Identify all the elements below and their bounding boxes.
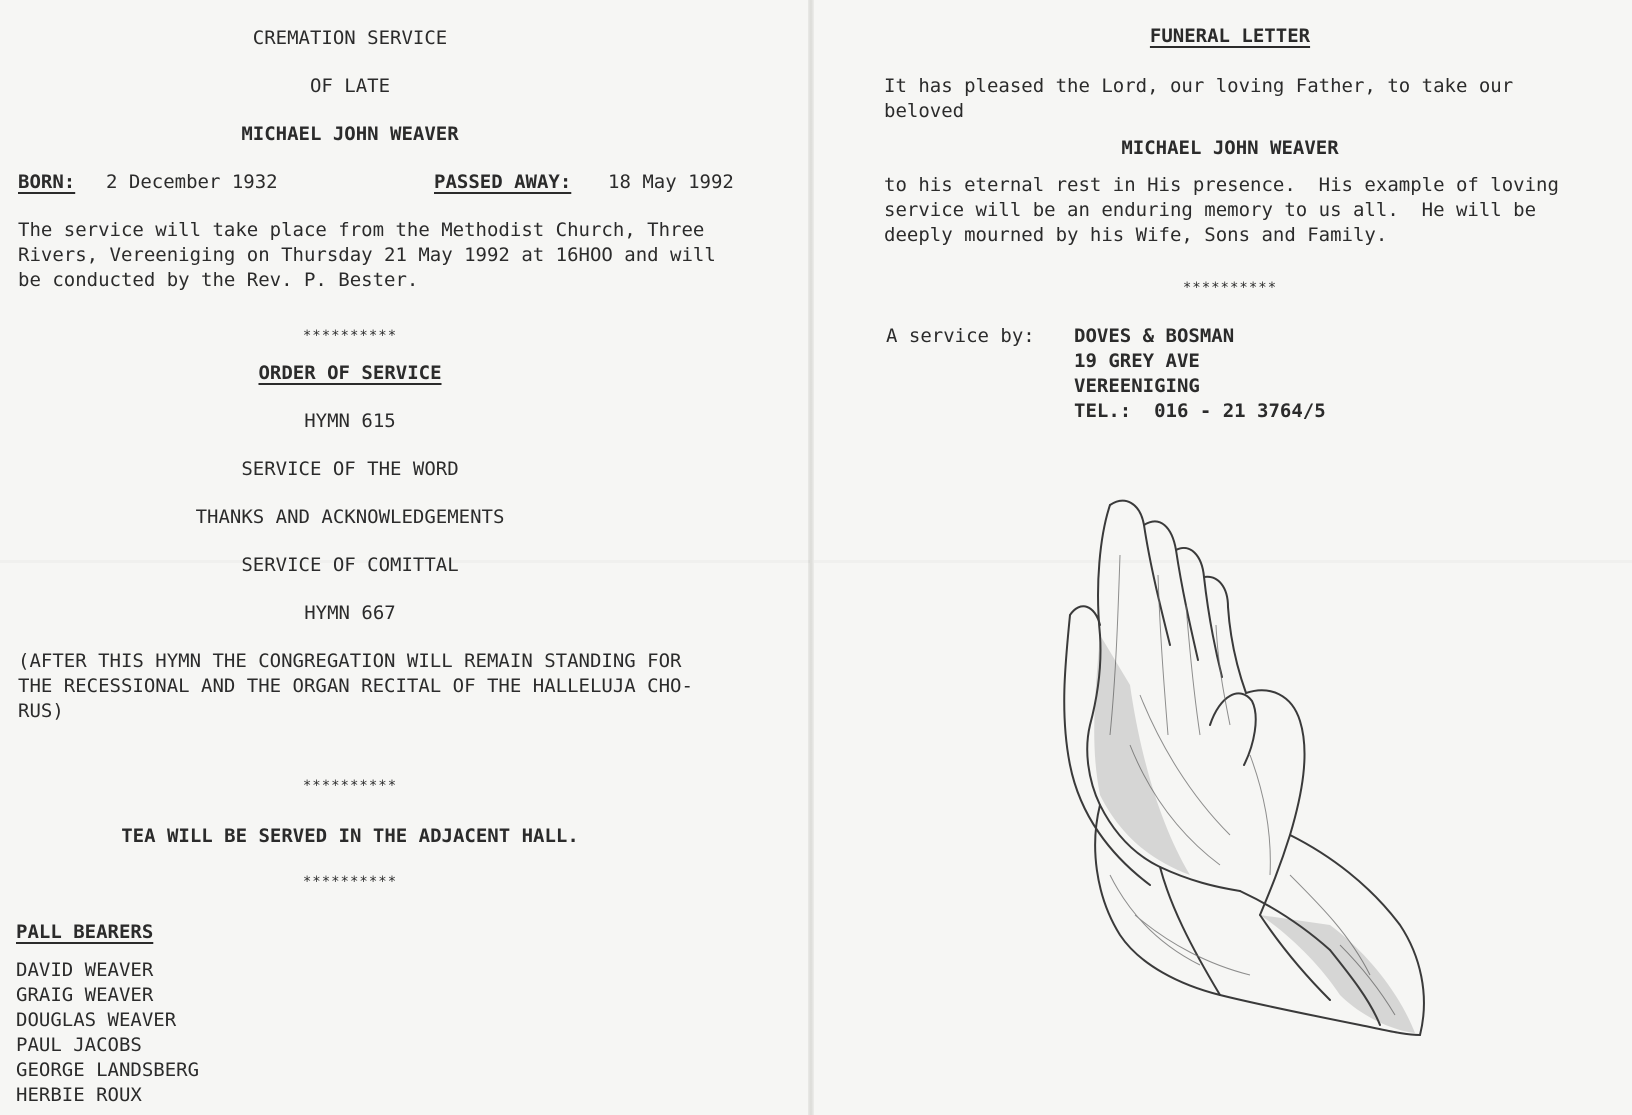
- service-by-label: A service by:: [886, 325, 1035, 347]
- service-text-line-1: The service will take place from the Methodist Church, Three: [18, 219, 705, 241]
- passed-away-label: PASSED AWAY:: [434, 171, 572, 193]
- order-item: SERVICE OF COMITTAL: [241, 554, 459, 576]
- tea-notice: TEA WILL BE SERVED IN THE ADJACENT HALL.: [121, 825, 579, 847]
- letter-body-line-2: service will be an enduring memory to us all. He will be: [884, 199, 1537, 221]
- provider-address: 19 GREY AVE: [1074, 350, 1200, 372]
- passed-away-date: 18 May 1992: [608, 171, 734, 193]
- provider-name: DOVES & BOSMAN: [1074, 325, 1235, 347]
- born-date: 2 December 1932: [106, 171, 278, 193]
- provider-town: VEREENIGING: [1074, 375, 1200, 397]
- pall-bearer: PAUL JACOBS: [16, 1034, 142, 1056]
- letter-body-line-3: deeply mourned by his Wife, Sons and Family.: [884, 224, 1388, 246]
- order-item: SERVICE OF THE WORD: [241, 458, 459, 480]
- letter-body-line-1: to his eternal rest in His presence. His example of loving: [884, 174, 1559, 196]
- order-item: HYMN 615: [304, 410, 396, 432]
- order-of-service-heading: ORDER OF SERVICE: [258, 362, 442, 384]
- of-late-line: OF LATE: [309, 75, 391, 97]
- pall-bearer: DAVID WEAVER: [16, 959, 154, 981]
- star-divider: **********: [302, 874, 398, 890]
- deceased-name: MICHAEL JOHN WEAVER: [241, 123, 459, 145]
- pall-bearer: GEORGE LANDSBERG: [16, 1059, 200, 1081]
- service-text-line-2: Rivers, Vereeniging on Thursday 21 May 1992 at 16HOO and will: [18, 244, 716, 266]
- letter-intro-line-2: beloved: [884, 100, 965, 122]
- pall-bearer: HERBIE ROUX: [16, 1084, 142, 1106]
- letter-deceased-name: MICHAEL JOHN WEAVER: [1121, 137, 1339, 159]
- star-divider: **********: [1182, 280, 1278, 296]
- pall-bearers-heading: PALL BEARERS: [16, 921, 154, 943]
- pall-bearer: GRAIG WEAVER: [16, 984, 154, 1006]
- service-text-line-3: be conducted by the Rev. P. Bester.: [18, 269, 419, 291]
- letter-intro-line-1: It has pleased the Lord, our loving Father, to take our: [884, 75, 1514, 97]
- star-divider: **********: [302, 778, 398, 794]
- hymn-note-line-2: THE RECESSIONAL AND THE ORGAN RECITAL OF THE HALLELUJA CHO-: [18, 675, 693, 697]
- cremation-service-title: CREMATION SERVICE: [252, 27, 448, 49]
- hymn-note-line-1: (AFTER THIS HYMN THE CONGREGATION WILL REMAIN STANDING FOR: [18, 650, 682, 672]
- order-item: THANKS AND ACKNOWLEDGEMENTS: [195, 506, 505, 528]
- pall-bearer: DOUGLAS WEAVER: [16, 1009, 177, 1031]
- page-fold: [808, 0, 814, 1115]
- born-label: BORN:: [18, 171, 76, 193]
- order-item: HYMN 667: [304, 602, 396, 624]
- star-divider: **********: [302, 328, 398, 344]
- funeral-letter-heading: FUNERAL LETTER: [1149, 25, 1311, 47]
- hymn-note-line-3: RUS): [18, 700, 64, 722]
- provider-phone: TEL.: 016 - 21 3764/5: [1074, 400, 1326, 422]
- praying-hands-illustration: [1040, 495, 1480, 1055]
